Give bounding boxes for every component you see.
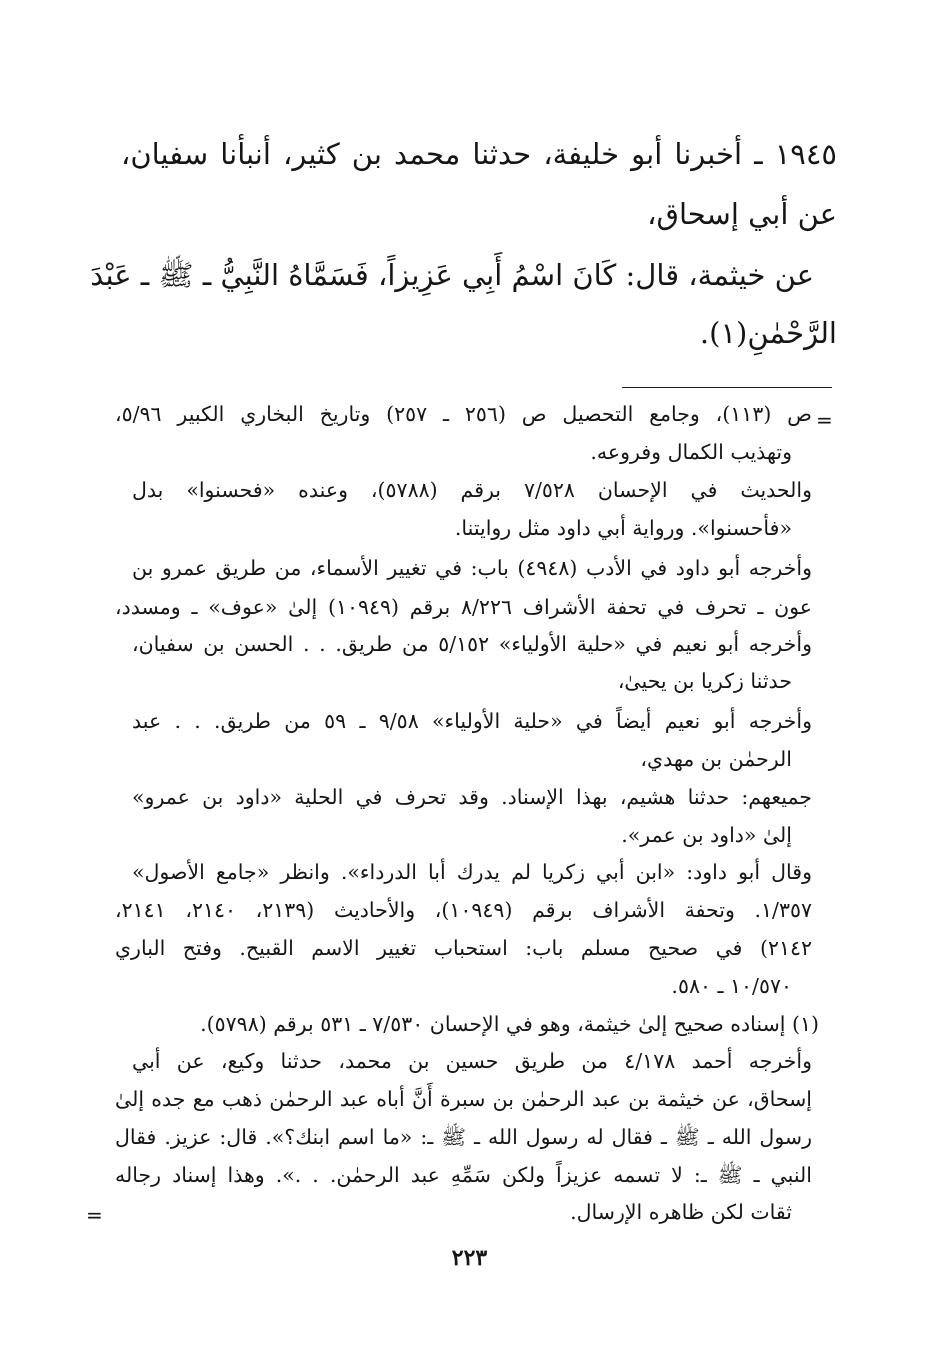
footnote-line: ٢١٤٢) في صحيح مسلم باب: استحباب تغيير الاسم القبيح. وفتح الباري — [115, 936, 812, 960]
hadith-line-3: عن خيثمة، قال: كَانَ اسْمُ أَبِي عَزِيزاً، فَسَمَّاهُ النَّبِيُّ ـ ﷺ ـ عَبْدَ — [90, 258, 814, 292]
page-number: ٢٢٣ — [451, 1245, 488, 1271]
footnote-line: عون ـ تحرف في تحفة الأشراف ٨/٢٢٦ برقم (١٠٩٤٩) إلىٰ «عوف» ـ ومسدد، — [115, 595, 812, 619]
continuation-marker-top: = — [816, 408, 833, 432]
footnote-line: وأخرجه أبو نعيم أيضاً في «حلية الأولياء» ٩/٥٨ ـ ٥٩ من طريق. . . عبد — [132, 709, 812, 733]
footnote-line: وتهذيب الكمال وفروعه. — [590, 440, 792, 464]
footnote-line: ص (١١٣)، وجامع التحصيل ص (٢٥٦ ـ ٢٥٧) وتاريخ البخاري الكبير ٥/٩٦، — [115, 402, 812, 426]
footnote-line: إلىٰ «داود بن عمر». — [621, 823, 792, 847]
footnote-separator — [622, 387, 832, 388]
footnote-line: ثقات لكن ظاهره الإرسال. — [570, 1200, 792, 1224]
footnote-line: وأخرجه أبو داود في الأدب (٤٩٤٨) باب: في تغيير الأسماء، من طريق عمرو بن — [132, 556, 812, 580]
footnote-line: والحديث في الإحسان ٧/٥٢٨ برقم (٥٧٨٨)، وعنده «فحسنوا» بدل — [132, 478, 812, 502]
footnote-line: وأخرجه أحمد ٤/١٧٨ من طريق حسين بن محمد، حدثنا وكيع، عن أبي — [132, 1049, 812, 1073]
footnote-line: وأخرجه أبو نعيم في «حلية الأولياء» ٥/١٥٢ من طريق. . . الحسن بن سفيان، — [132, 632, 812, 656]
footnote-line: إسحاق، عن خيثمة بن عبد الرحمٰن بن سبرة أَنَّ أباه عبد الرحمٰن ذهب مع جده إلىٰ — [115, 1087, 812, 1111]
footnote-line: ١٠/٥٧٠ ـ ٥٨٠. — [671, 974, 792, 998]
footnote-line: ١/٣٥٧. وتحفة الأشراف برقم (١٠٩٤٩)، والأحاديث (٢١٣٩، ٢١٤٠، ٢١٤١، — [115, 898, 812, 922]
footnote-line: الرحمٰن بن مهدي، — [640, 747, 792, 771]
footnote-line: «فأحسنوا». ورواية أبي داود مثل روايتنا. — [454, 516, 792, 540]
hadith-line-1: ١٩٤٥ ـ أخبرنا أبو خليفة، حدثنا محمد بن كثير، أنبأنا سفيان، — [121, 137, 837, 171]
footnote-line: النبي ـ ﷺ ـ: لا تسمه عزيزاً ولكن سَمِّهِ عبد الرحمٰن. . .». وهذا إسناد رجاله — [115, 1163, 812, 1187]
footnote-line: جميعهم: حدثنا هشيم، بهذا الإسناد. وقد تحرف في الحلية «داود بن عمرو» — [132, 785, 812, 809]
hadith-line-4: الرَّحْمٰنِ(١). — [699, 316, 837, 350]
footnote-line: حدثنا زكريا بن يحيىٰ، — [617, 669, 792, 693]
footnote-line: رسول الله ـ ﷺ ـ فقال له رسول الله ـ ﷺ ـ: «ما اسم ابنك؟». قال: عزيز. فقال — [115, 1125, 812, 1149]
continuation-marker-bottom: = — [86, 1203, 103, 1227]
footnote-line: (١) إسناده صحيح إلىٰ خيثمة، وهو في الإحسان ٧/٥٣٠ ـ ٥٣١ برقم (٥٧٩٨). — [200, 1012, 819, 1036]
hadith-line-2: عن أبي إسحاق، — [647, 197, 837, 231]
footnote-line: وقال أبو داود: «ابن أبي زكريا لم يدرك أبا الدرداء». وانظر «جامع الأصول» — [132, 860, 812, 884]
